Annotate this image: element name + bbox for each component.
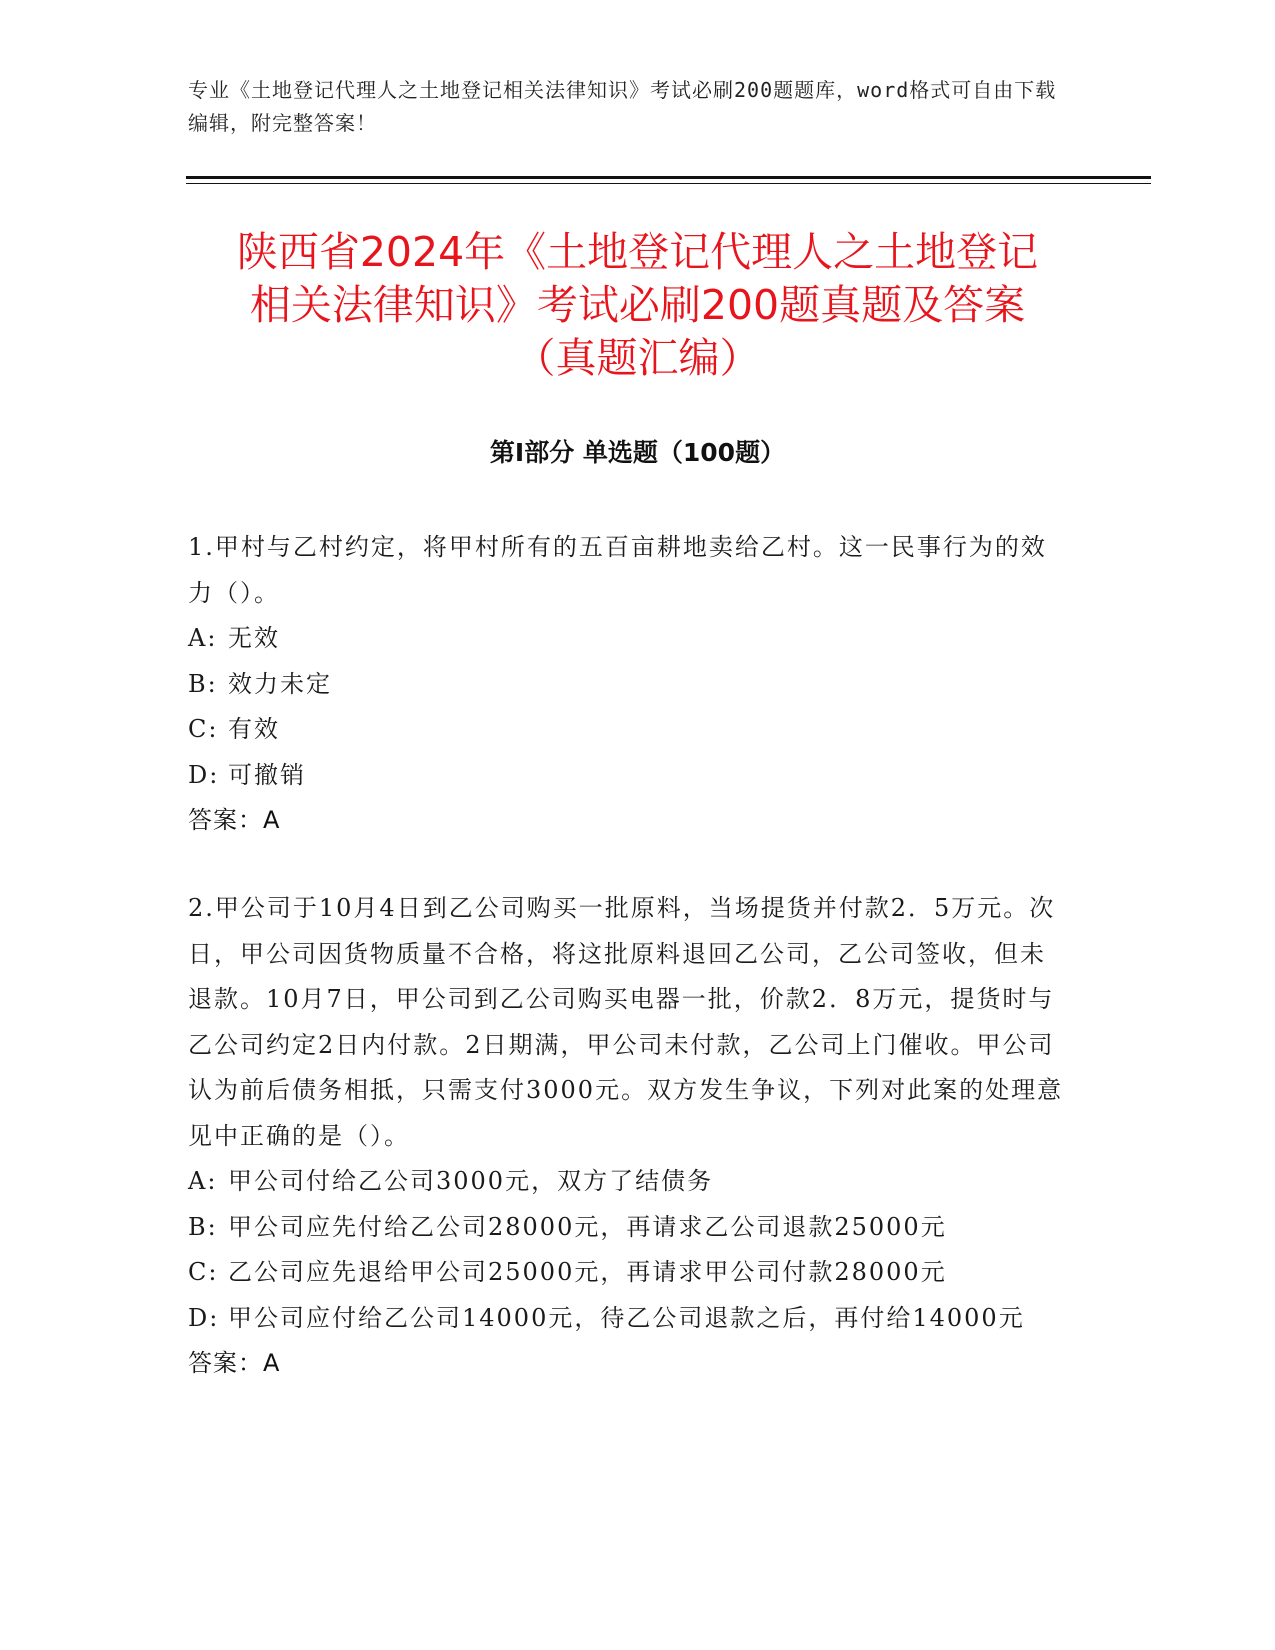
- title-line-2: 相关法律知识》考试必刷200题真题及答案: [249, 281, 1026, 329]
- option-letter: B:: [188, 1212, 218, 1241]
- option-b: [188, 1205, 1068, 1251]
- option-text: 乙公司应先退给甲公司25000元，再请求甲公司付款28000元: [228, 1258, 947, 1286]
- option-letter: C:: [188, 715, 219, 743]
- question-1: [188, 525, 1068, 844]
- answer-line: 答案：A: [188, 806, 281, 834]
- title-line-3: （真题汇编）: [514, 334, 761, 382]
- option-letter: B:: [188, 669, 218, 698]
- question-stem: 1.甲村与乙村约定，将甲村所有的五百亩耕地卖给乙村。这一民事行为的效力（）。: [188, 533, 1047, 607]
- option-text: 无效: [228, 624, 280, 652]
- option-c: [188, 1250, 1068, 1296]
- section-title: 第Ⅰ部分 单选题（100题）: [489, 438, 786, 467]
- option-a: [188, 616, 1068, 662]
- option-text: 有效: [228, 715, 280, 743]
- document-title: [170, 226, 1105, 385]
- option-letter: A:: [188, 624, 218, 652]
- header-note: 专业《土地登记代理人之土地登记相关法律知识》考试必刷200题题库，word格式可自由下载编辑，附完整答案！: [188, 78, 1057, 135]
- option-b: [188, 662, 1068, 708]
- option-text: 甲公司应先付给乙公司28000元，再请求乙公司退款25000元: [228, 1212, 947, 1241]
- question-stem: 2.甲公司于10月4日到乙公司购买一批原料，当场提货并付款2．5万元。次日，甲公司因货物质量不合格，将这批原料退回乙公司，乙公司签收，但未退款。10月7日，甲公司到乙公司购买电器一批，价款2．8万元，提货时与乙公司约定2日内付款。2日期满，甲公司未付款，乙公司上门催收。甲公司认为前后债务相抵，只需支付3000元。双方发生争议，下列对此案的处理意见中正确的是（）。: [188, 894, 1064, 1150]
- option-d: [188, 753, 1068, 799]
- title-line-1: 陕西省2024年《土地登记代理人之土地登记: [236, 228, 1039, 276]
- header-rule-thin: [186, 183, 1151, 184]
- option-c: [188, 707, 1068, 753]
- header-rule-thick: [186, 176, 1151, 179]
- option-letter: D:: [188, 760, 220, 789]
- option-a: [188, 1159, 1068, 1205]
- question-2: [188, 886, 1068, 1387]
- option-text: 甲公司付给乙公司3000元，双方了结债务: [228, 1167, 714, 1195]
- option-letter: A:: [188, 1167, 218, 1195]
- option-text: 可撤销: [228, 760, 306, 789]
- option-letter: D:: [188, 1303, 220, 1332]
- option-d: [188, 1296, 1068, 1342]
- answer-line: 答案：A: [188, 1349, 281, 1377]
- option-text: 效力未定: [228, 669, 332, 698]
- option-text: 甲公司应付给乙公司14000元，待乙公司退款之后，再付给14000元: [228, 1303, 1025, 1332]
- option-letter: C:: [188, 1258, 219, 1286]
